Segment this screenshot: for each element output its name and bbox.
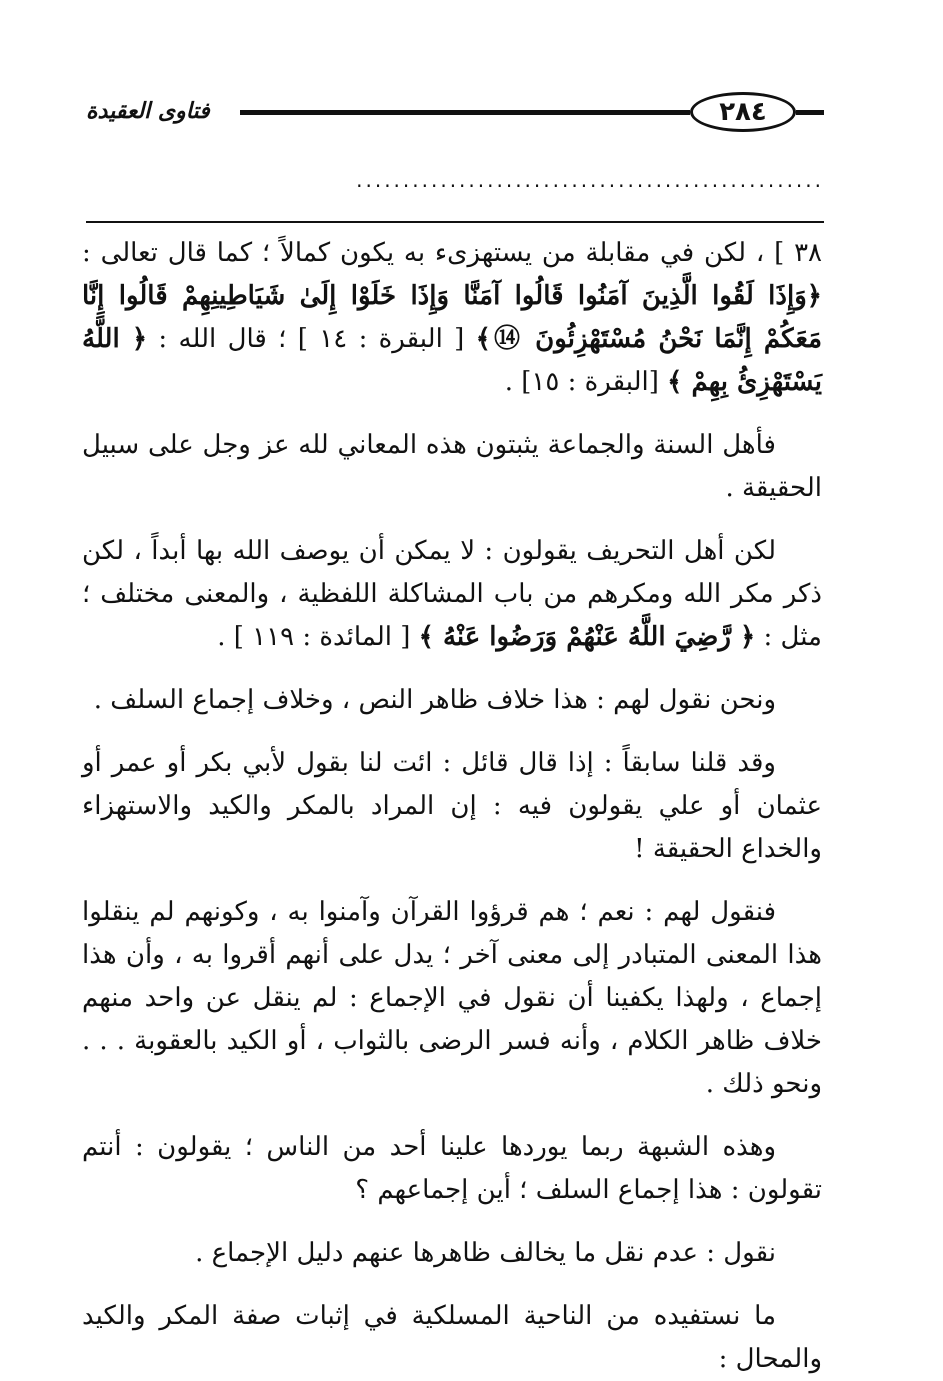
dotted-separator: .................................................. bbox=[356, 170, 824, 190]
paragraph-4 bbox=[82, 679, 822, 722]
paragraph-2 bbox=[82, 424, 822, 510]
paragraph-gap bbox=[82, 510, 822, 530]
text-segment: ما نستفيده من الناحية المسلكية في إثبات صفة المكر والكيد والمحال : bbox=[82, 1301, 822, 1374]
text-segment: ٣٨ ] ، لكن في مقابلة من يستهزىء به يكون كمالاً ؛ كما قال تعالى : bbox=[82, 238, 822, 268]
text-segment: وقد قلنا سابقاً : إذا قال قائل : ائت لنا بقول لأبي بكر أو عمر أو عثمان أو علي يقولون فيه : إن المراد بالمكر والكيد والاستهزاء والخداع الحقيقة ! bbox=[82, 748, 822, 864]
paragraph-1 bbox=[82, 232, 822, 404]
paragraph-9 bbox=[82, 1295, 822, 1381]
paragraph-gap bbox=[82, 1212, 822, 1232]
text-segment: [ البقرة : ١٤ ] ؛ قال الله : bbox=[147, 324, 476, 354]
quran-verse: ﴿وَإِذَا لَقُوا الَّذِينَ آمَنُوا قَالُوا آمَنَّا وَإِذَا خَلَوْا إِلَىٰ شَيَاطِينِهِمْ قَالُوا إِنَّا مَعَكُمْ إِنَّمَا نَحْنُ مُسْتَهْزِئُونَ ⑭﴾ bbox=[82, 281, 823, 354]
header-rule-right bbox=[796, 110, 824, 115]
quran-verse: ﴿ اللَّهُ يَسْتَهْزِئُ بِهِمْ ﴾ bbox=[82, 324, 822, 397]
paragraph-gap bbox=[82, 1106, 822, 1126]
header-rule-left bbox=[240, 110, 690, 115]
paragraph-5 bbox=[82, 742, 822, 871]
running-title: فتاوى العقيدة bbox=[86, 99, 210, 124]
quran-verse: ﴿ رَّضِيَ اللَّهُ عَنْهُمْ وَرَضُوا عَنْهُ ﴾ bbox=[418, 622, 756, 652]
text-segment: [البقرة : ١٥] . bbox=[504, 367, 668, 397]
page-number: ٢٨٤ bbox=[690, 92, 796, 132]
page-header bbox=[86, 92, 824, 152]
text-segment: فنقول لهم : نعم ؛ هم قرؤوا القرآن وآمنوا به ، وكونهم لم ينقلوا هذا المعنى المتبادر إلى معنى آخر ؛ يدل على أنهم أقروا به ، وأن هذا إجماع ، ولهذا يكفينا أن نقول في الإجماع : لم ينقل عن واحد منهم خلاف ظاهر الكلام ، وأنه فسر الرضى بالثواب ، أو الكيد بالعقوبة . . . ونحو ذلك . bbox=[82, 897, 822, 1099]
separator-line bbox=[86, 221, 824, 223]
paragraph-gap bbox=[82, 871, 822, 891]
text-segment: نقول : عدم نقل ما يخالف ظاهرها عنهم دليل الإجماع . bbox=[195, 1238, 776, 1268]
paragraph-gap bbox=[82, 1275, 822, 1295]
page-body bbox=[82, 232, 822, 1381]
text-segment: فأهل السنة والجماعة يثبتون هذه المعاني لله عز وجل على سبيل الحقيقة . bbox=[82, 430, 822, 503]
paragraph-7 bbox=[82, 1126, 822, 1212]
text-segment: وهذه الشبهة ربما يوردها علينا أحد من الناس ؛ يقولون : أنتم تقولون : هذا إجماع السلف ؛ أين إجماعهم ؟ bbox=[82, 1132, 822, 1205]
text-segment: [ المائدة : ١١٩ ] . bbox=[217, 622, 419, 652]
paragraph-3 bbox=[82, 530, 822, 659]
paragraph-6 bbox=[82, 891, 822, 1106]
paragraph-gap bbox=[82, 404, 822, 424]
text-segment: ونحن نقول لهم : هذا خلاف ظاهر النص ، وخلاف إجماع السلف . bbox=[93, 685, 776, 715]
paragraph-gap bbox=[82, 722, 822, 742]
paragraph-8 bbox=[82, 1232, 822, 1275]
text-segment: لكن أهل التحريف يقولون : لا يمكن أن يوصف الله بها أبداً ، لكن ذكر مكر الله ومكرهم من باب المشاكلة اللفظية ، والمعنى مختلف ؛ مثل : bbox=[82, 536, 822, 652]
paragraph-gap bbox=[82, 659, 822, 679]
